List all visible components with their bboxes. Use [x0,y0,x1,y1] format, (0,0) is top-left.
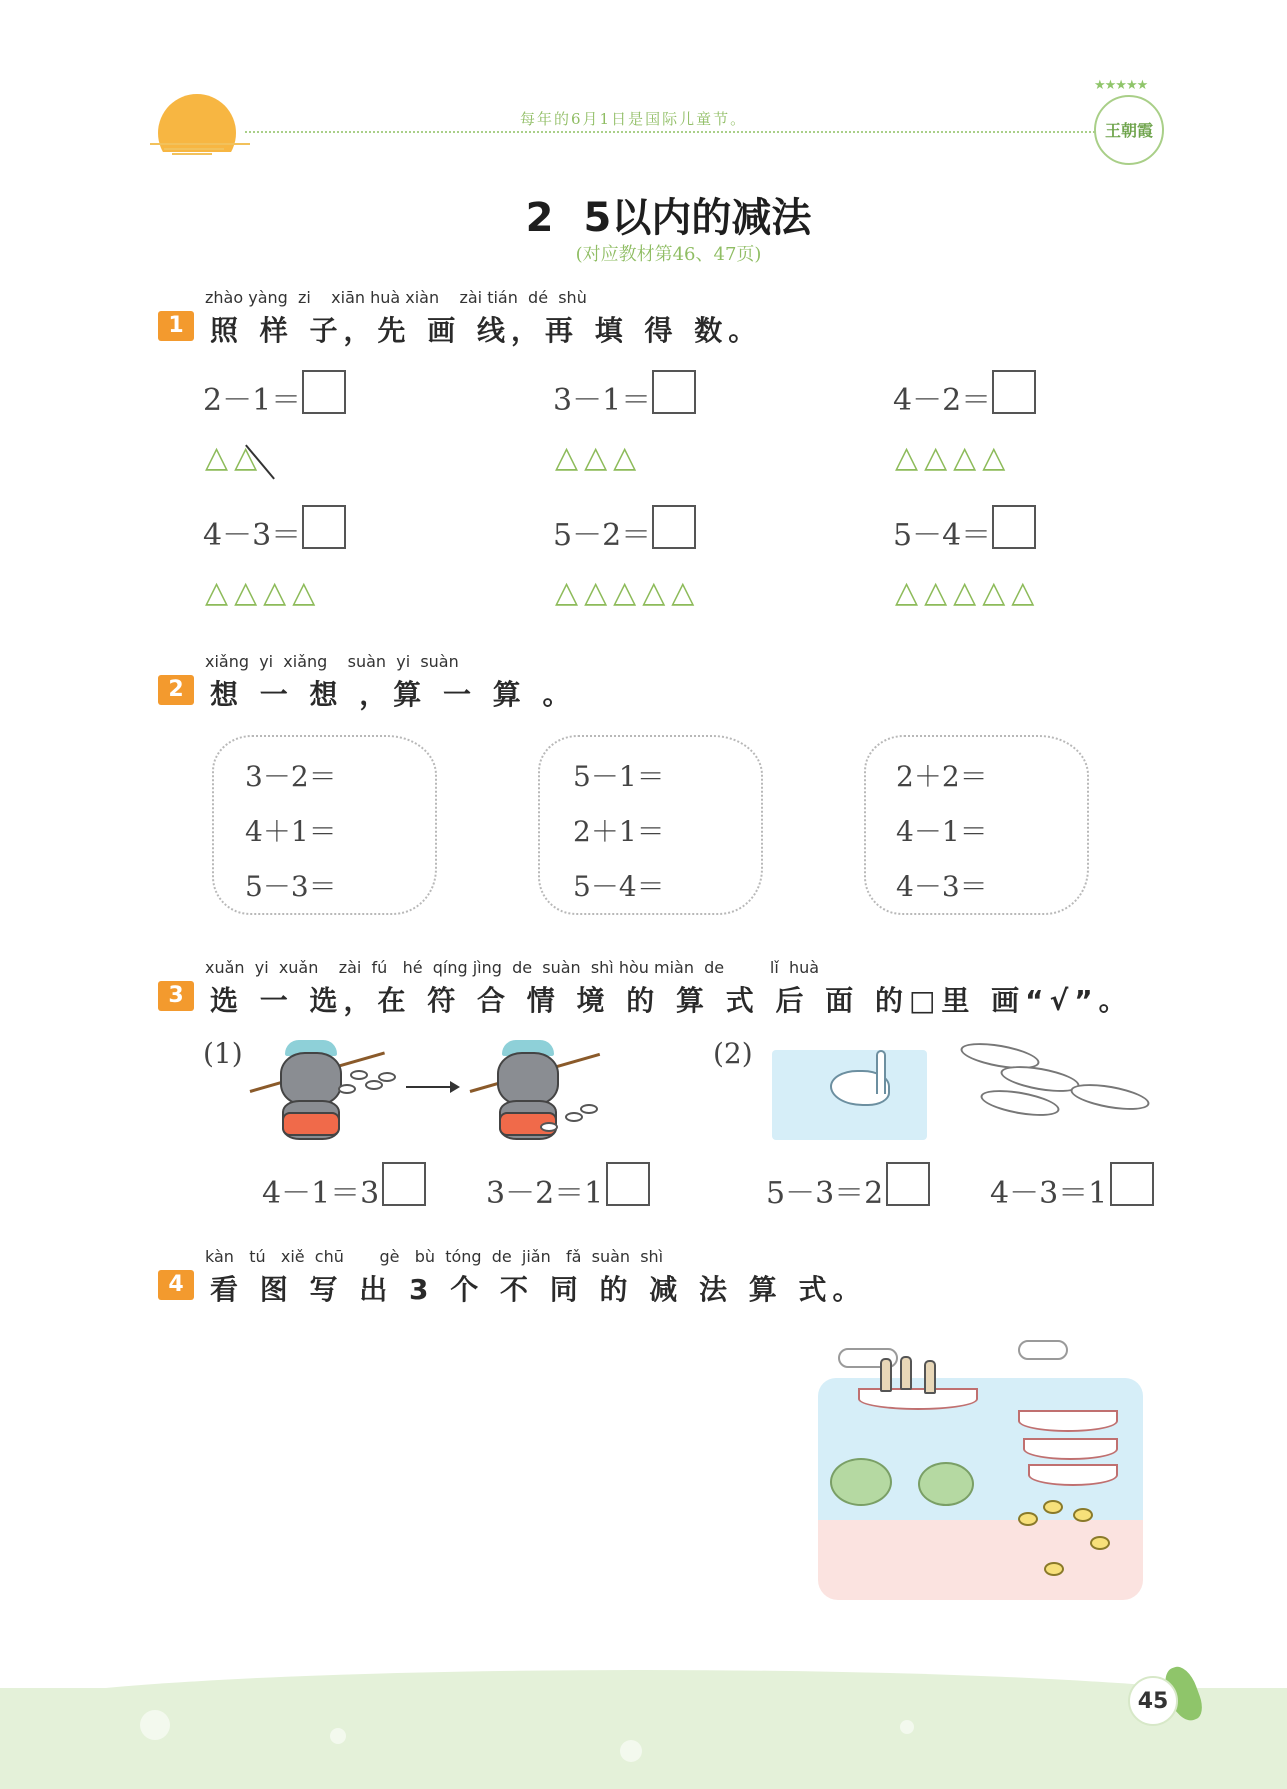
s1-eq-6: 5－4＝ [893,518,992,553]
section4-instruction: 看 图 写 出 3 个 不 同 的 减 法 算 式。 [210,1273,867,1306]
section1-pinyin: zhào yàng zi xiān huà xiàn zài tián dé shù [205,288,587,307]
s1-answer-box-2[interactable] [652,370,696,414]
footer-bubble [140,1710,170,1740]
s1-eq-2: 3－1＝ [553,383,652,418]
s2-g2-eq-2: 2＋1＝ [573,815,665,848]
s2-g2-eq-1: 5－1＝ [573,760,665,793]
s2-g1-eq-1: 3－2＝ [245,760,337,793]
section4-pinyin: kàn tú xiě chū gè bù tóng de jiǎn fǎ suàn shì [205,1247,664,1266]
s3-p2-option-2: 4－3＝1 [990,1176,1108,1211]
s1-eq-4: 4－3＝ [203,518,302,553]
s3-p2-check-box-2[interactable] [1110,1162,1154,1206]
section3-number: 3 [158,981,194,1011]
section1-number: 1 [158,311,194,341]
s1-eq-5: 5－2＝ [553,518,652,553]
s2-g1-eq-2: 4＋1＝ [245,815,337,848]
section1-instruction: 照 样 子，先 画 线，再 填 得 数。 [210,314,763,347]
s2-g3-eq-3: 4－3＝ [896,870,988,903]
s3-part2-label: (2) [713,1037,753,1070]
s2-g2-eq-3: 5－4＝ [573,870,665,903]
badge-stars: ★★★★★ [1094,78,1148,93]
s1-eq-3: 4－2＝ [893,383,992,418]
sun-reflection-lines [150,140,250,154]
s1-answer-box-3[interactable] [992,370,1036,414]
lesson-number: 2 [525,195,554,241]
section4-number: 4 [158,1270,194,1300]
footer-band [0,1688,1287,1789]
footer-bubble [620,1740,642,1762]
s2-g3-eq-2: 4－1＝ [896,815,988,848]
s1-answer-box-1[interactable] [302,370,346,414]
s1-answer-box-5[interactable] [652,505,696,549]
s3-p1-check-box-1[interactable] [382,1162,426,1206]
s3-p1-check-box-2[interactable] [606,1162,650,1206]
s1-triangles-6: △△△△△ [895,575,1041,610]
s1-triangles-1: △△ [205,440,264,475]
s1-triangles-3: △△△△ [895,440,1012,475]
section2-pinyin: xiǎng yi xiǎng suàn yi suàn [205,652,459,671]
header-tip: 每年的6月1日是国际儿童节。 [520,110,748,128]
s3-p1-option-2: 3－2＝1 [486,1176,604,1211]
page-title [0,186,1287,243]
section3-instruction: 选 一 选，在 符 合 情 境 的 算 式 后 面 的□里 画“√”。 [210,984,1133,1017]
s3-p2-option-1: 5－3＝2 [766,1176,884,1211]
s1-answer-box-6[interactable] [992,505,1036,549]
section3-pinyin: xuǎn yi xuǎn zài fú hé qíng jìng de suàn shì hòu miàn de lǐ huà [205,958,820,977]
s3-p2-check-box-1[interactable] [886,1162,930,1206]
section2-instruction: 想 一 想 ，算 一 算 。 [210,678,577,711]
page-number: 45 [1137,1689,1169,1714]
s1-answer-box-4[interactable] [302,505,346,549]
s1-triangles-2: △△△ [555,440,643,475]
s1-triangles-4: △△△△ [205,575,322,610]
s2-g1-eq-3: 5－3＝ [245,870,337,903]
footer-bubble [330,1728,346,1744]
footer-bubble [900,1720,914,1734]
lesson-title: 5以内的减法 [583,195,812,241]
page-subtitle: (对应教材第46、47页) [575,244,762,265]
header-divider [245,131,1095,133]
brand-badge-text: 王朝霞 [1104,121,1153,140]
s3-p1-option-1: 4－1＝3 [262,1176,380,1211]
pond-scene-illustration [818,1340,1143,1600]
section2-number: 2 [158,675,194,705]
transition-arrow [406,1086,458,1088]
s1-eq-1: 2－1＝ [203,383,302,418]
s2-g3-eq-1: 2＋2＝ [896,760,988,793]
s1-triangles-5: △△△△△ [555,575,701,610]
s3-part1-label: (1) [203,1037,243,1070]
